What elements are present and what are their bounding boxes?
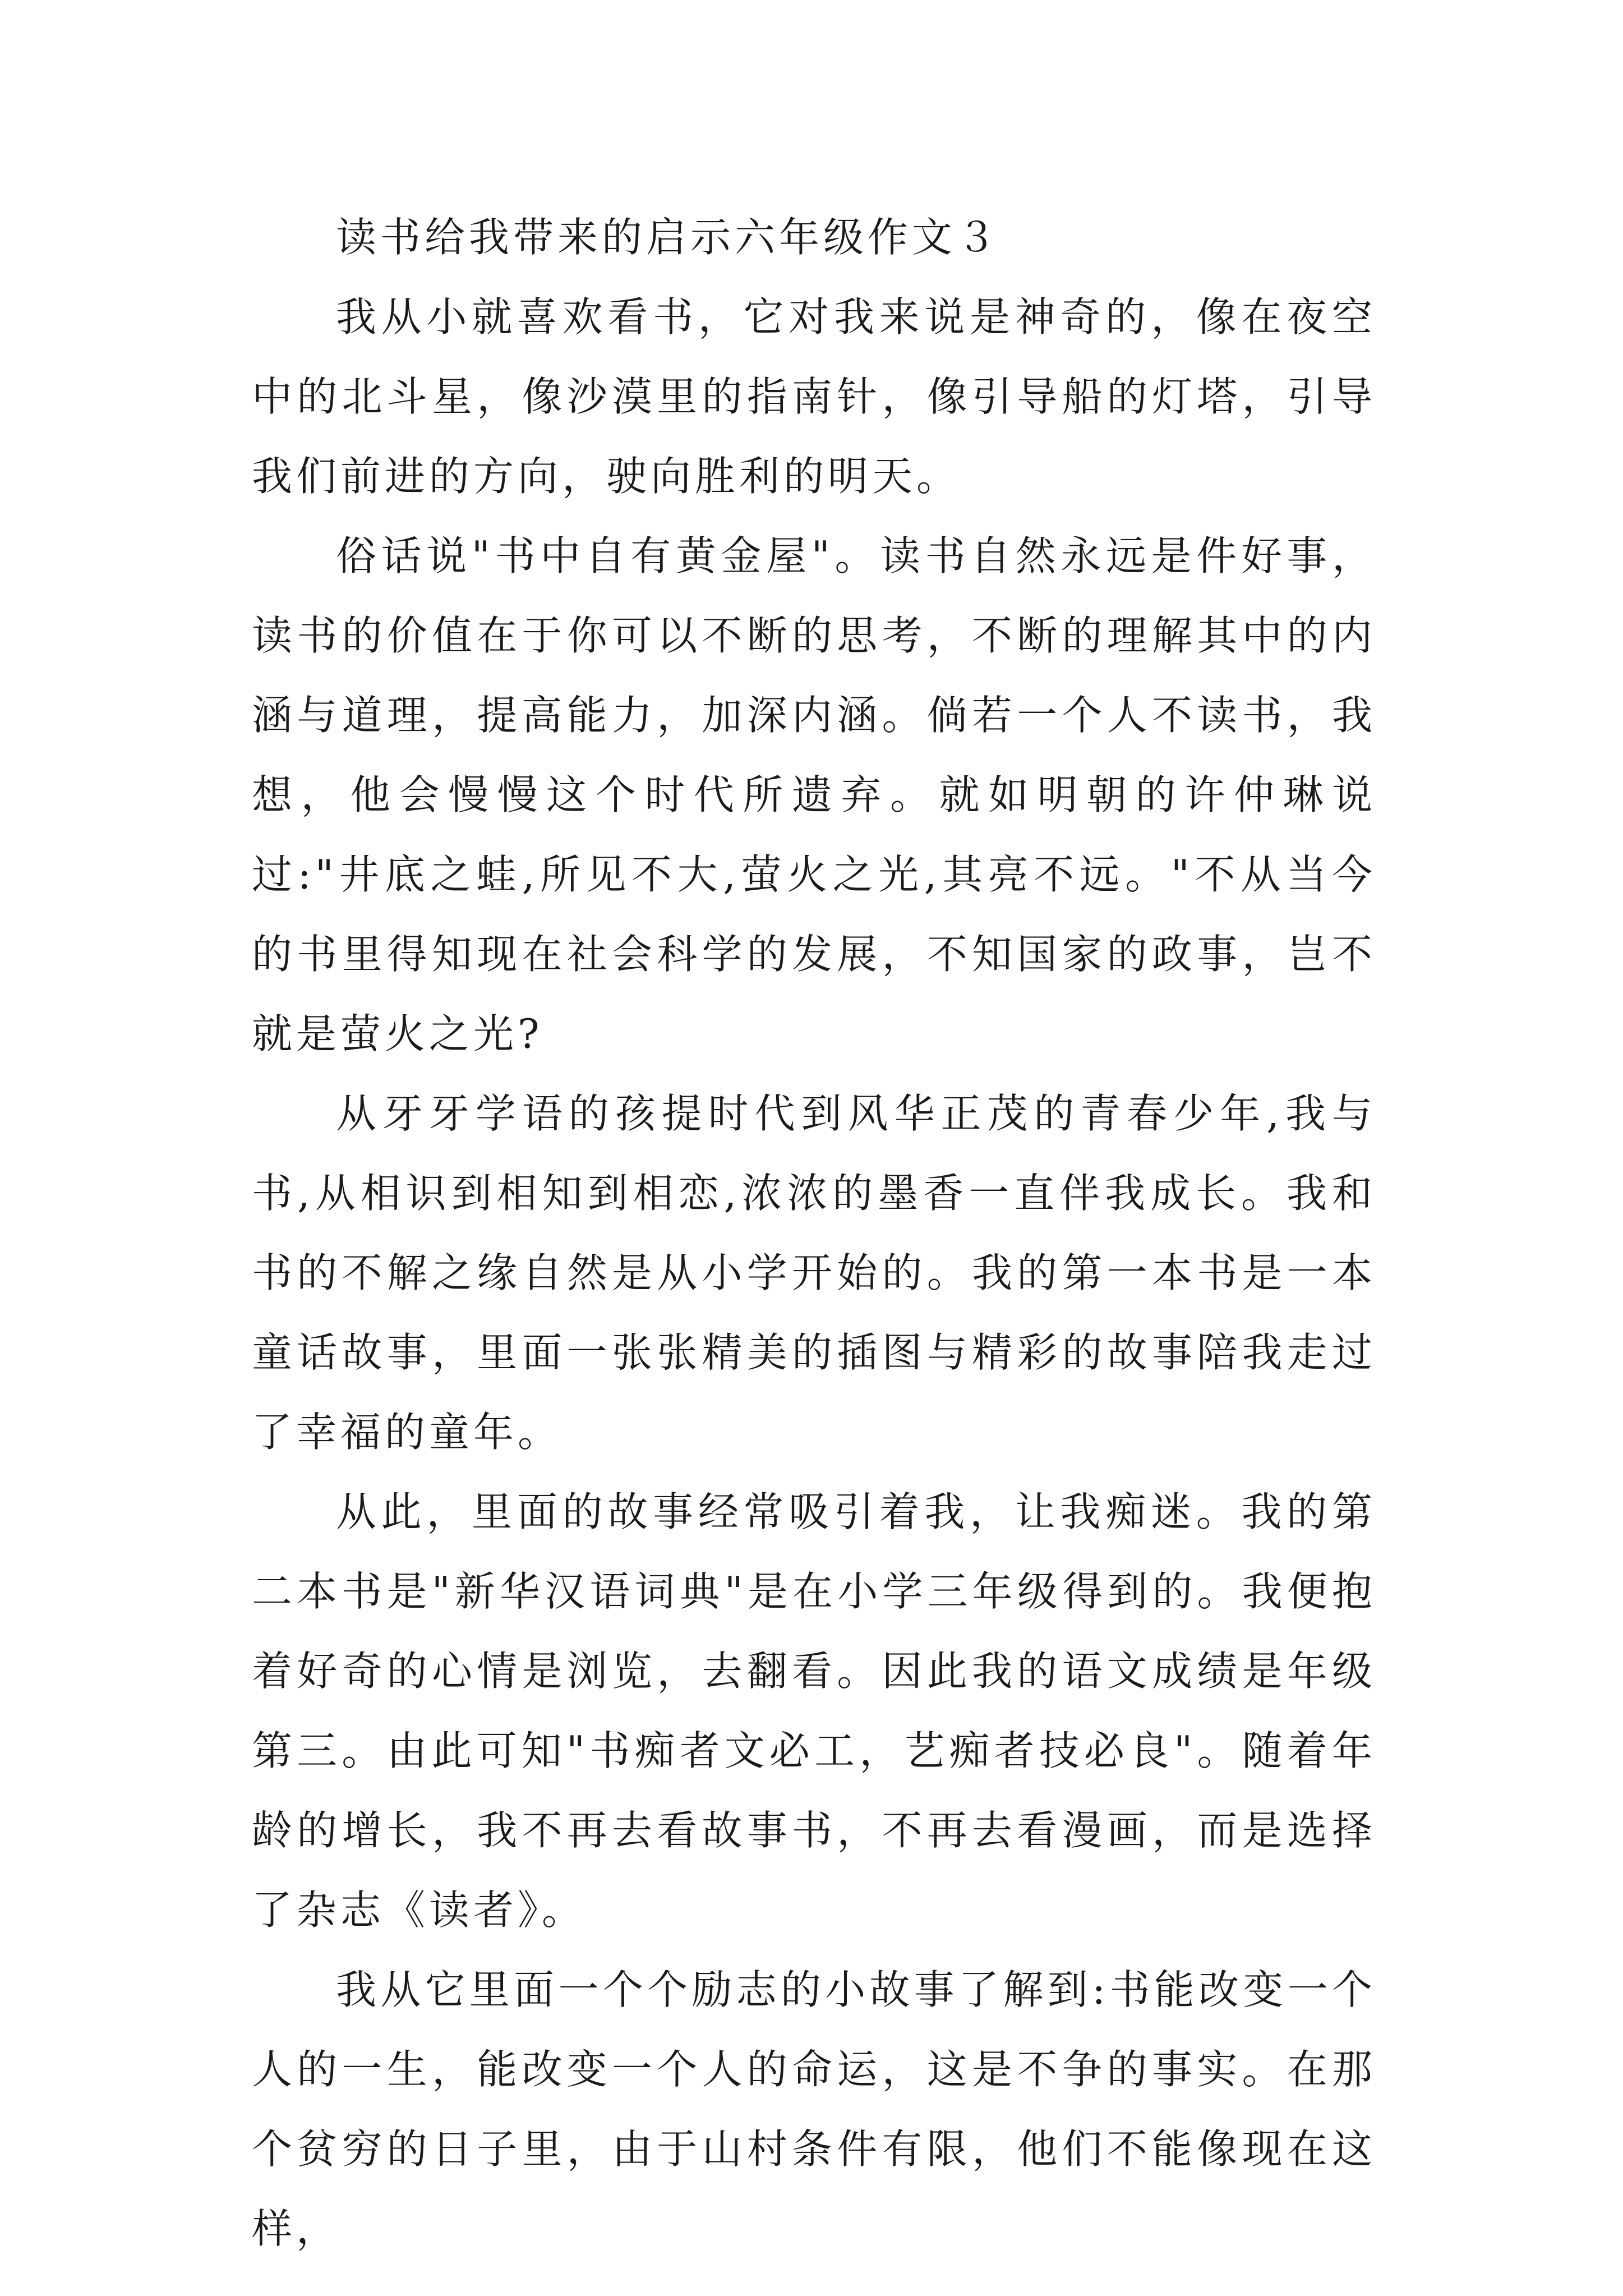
paragraph-1: 我从小就喜欢看书，它对我来说是神奇的，像在夜空中的北斗星，像沙漠里的指南针，像引导船的灯塔，引导我们前进的方向，驶向胜利的明天。 [252, 293, 1376, 500]
paragraph-4: 从此，里面的故事经常吸引着我，让我痴迷。我的第二本书是"新华汉语词典"是在小学三年级得到的。我便抱着好奇的心情是浏览，去翻看。因此我的语文成绩是年级第三。由此可知"书痴者文必工，艺痴者技必良"。随着年龄的增长，我不再去看故事书，不再去看漫画，而是选择了杂志《读者》。 [252, 1488, 1376, 1934]
paragraph-5: 我从它里面一个个励志的小故事了解到:书能改变一个人的一生，能改变一个人的命运，这是不争的事实。在那个贫穷的日子里，由于山村条件有限，他们不能像现在这样， [252, 1966, 1376, 2252]
document-body [252, 197, 1376, 2269]
paragraph-3: 从牙牙学语的孩提时代到风华正茂的青春少年,我与书,从相识到相知到相恋,浓浓的墨香一直伴我成长。我和书的不解之缘自然是从小学开始的。我的第一本书是一本童话故事，里面一张张精美的插图与精彩的故事陪我走过了幸福的童年。 [252, 1090, 1376, 1456]
document-title: 读书给我带来的启示六年级作文３ [336, 214, 1001, 261]
paragraph-2: 俗话说"书中自有黄金屋"。读书自然永远是件好事，读书的价值在于你可以不断的思考，不断的理解其中的内涵与道理，提高能力，加深内涵。倘若一个人不读书，我想，他会慢慢这个时代所遗弃。就如明朝的许仲琳说过:"井底之蛙,所见不大,萤火之光,其亮不远。"不从当今的书里得知现在社会科学的发展，不知国家的政事，岂不就是萤火之光? [252, 532, 1376, 1057]
